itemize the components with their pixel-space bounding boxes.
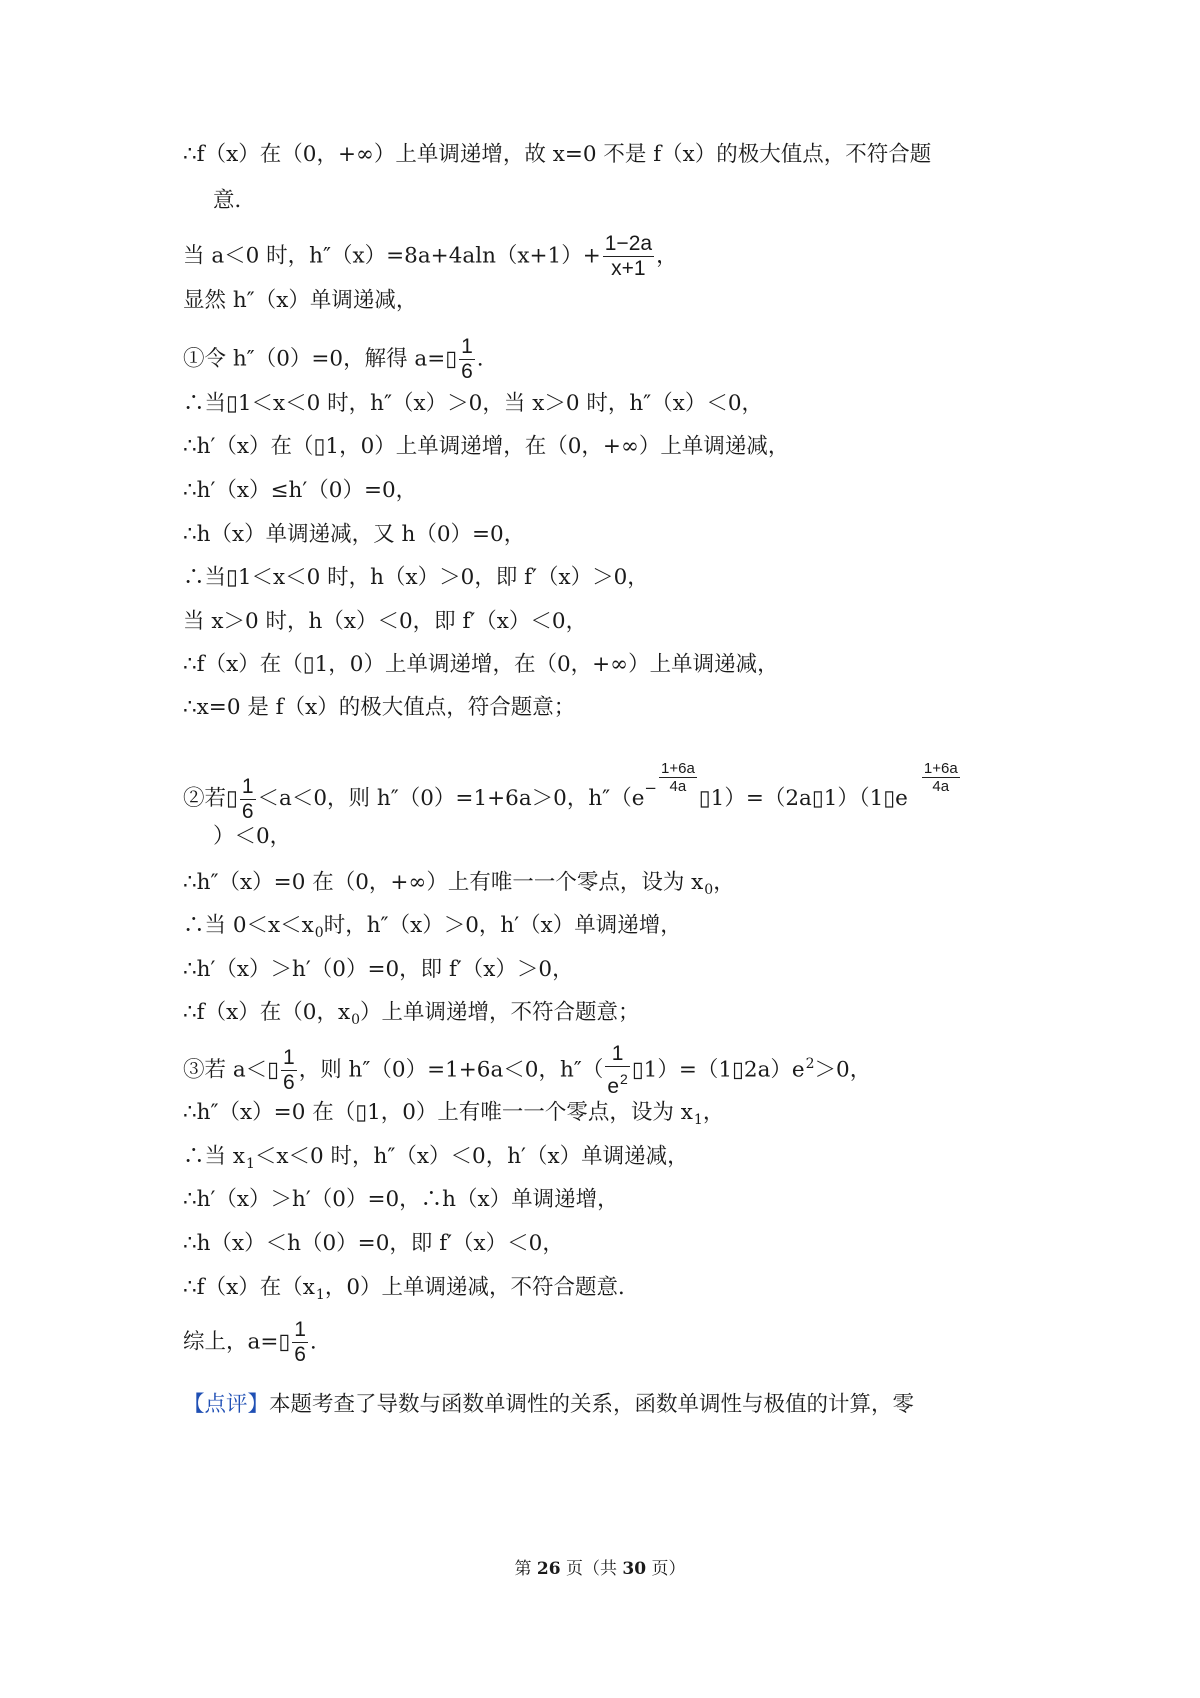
text-segment: ∴h′（x）≤h′（0）=0， xyxy=(183,478,418,503)
missing-glyph: ▯ xyxy=(698,786,711,811)
text-line xyxy=(183,140,1043,170)
text-segment: ∴h（x）单调递减，又 h（0）=0， xyxy=(183,522,526,547)
text-segment: ∴h′（x）在（ xyxy=(183,434,314,459)
text-segment: 4a xyxy=(669,778,687,795)
missing-glyph: ▯ xyxy=(302,652,315,677)
text-segment: 当 a＜0 时，h″（x）=8a+4aln（x+1）+ xyxy=(183,243,601,269)
missing-glyph: ▯ xyxy=(883,786,896,811)
page-total: 30 xyxy=(622,1559,647,1579)
text-segment: ∴f（x）在（x xyxy=(183,1275,315,1300)
text-segment: 1 xyxy=(283,1046,295,1069)
text-line xyxy=(183,1185,1043,1215)
text-segment: ， xyxy=(702,1100,725,1125)
text-line xyxy=(183,476,1043,506)
missing-glyph: ▯ xyxy=(226,786,238,811)
review-label: 【点评】 xyxy=(183,1392,270,1417)
text-segment: ）＜0， xyxy=(213,824,292,849)
text-line xyxy=(183,1142,1043,1179)
text-segment: 显然 h″（x）单调递减， xyxy=(183,288,418,313)
text-line xyxy=(183,1042,1043,1099)
text-segment: 1，0）上单调递增，在（0，+∞）上单调递减， xyxy=(325,434,790,459)
text-segment: 1，0）上单调递增，在（0，+∞）上单调递减， xyxy=(314,652,779,677)
text-segment: 时，h″（x）＞0，h′（x）单调递增， xyxy=(323,913,682,938)
text-segment: 1）（1 xyxy=(823,786,884,811)
text-segment: 0 xyxy=(314,925,324,941)
text-line xyxy=(183,868,1043,905)
text-line xyxy=(183,520,1043,550)
text-segment: 0 xyxy=(704,882,714,898)
text-segment: ＞0， xyxy=(814,1057,872,1083)
missing-glyph: ▯ xyxy=(278,1329,291,1355)
text-segment: 1）=（1 xyxy=(643,1057,733,1083)
exponent-fraction xyxy=(659,760,697,795)
text-segment: 1 xyxy=(605,1042,629,1067)
text-segment: 页） xyxy=(646,1559,686,1579)
text-line xyxy=(183,760,1043,824)
text-segment: 1 xyxy=(693,1112,703,1128)
text-segment: 页（共 xyxy=(560,1559,623,1579)
text-segment: 2a）e xyxy=(743,1057,805,1083)
missing-glyph: ▯ xyxy=(267,1057,279,1083)
review-line xyxy=(183,1390,1043,1420)
text-segment: ∴h′（x）＞h′（0）=0，∴h（x）单调递增， xyxy=(183,1187,619,1212)
missing-glyph: ▯ xyxy=(313,434,326,459)
missing-glyph: ▯ xyxy=(732,1057,744,1083)
text-line xyxy=(183,286,1043,316)
text-line xyxy=(183,693,1043,723)
text-line xyxy=(213,186,1073,216)
text-line xyxy=(183,911,1043,948)
text-segment: ，则 h″（0）=1+6a＜0，h″（ xyxy=(298,1057,604,1083)
text-segment: 1 xyxy=(241,774,254,798)
text-segment: ∴f（x）在（ xyxy=(183,652,303,677)
text-segment: 0 xyxy=(351,1012,360,1028)
text-segment: ）上单调递增，不符合题意； xyxy=(360,1000,640,1025)
review-text: 本题考查了导数与函数单调性的关系，函数单调性与极值的计算，零 xyxy=(269,1392,915,1417)
page-number: 26 xyxy=(536,1559,561,1579)
text-segment: ∴f（x）在（0，+∞）上单调递增，故 x=0 不是 f（x）的极大值点，不符合题 xyxy=(183,142,932,167)
text-segment: ∴h″（x）=0 在（0，+∞）上有唯一一个零点，设为 x xyxy=(183,870,704,895)
text-line xyxy=(183,432,1043,462)
fraction xyxy=(281,1046,297,1095)
page-footer xyxy=(0,1554,1200,1579)
text-segment: 1 xyxy=(315,1287,325,1303)
text-segment: ∴h′（x）＞h′（0）=0，即 f′（x）＞0， xyxy=(183,957,574,982)
text-line xyxy=(213,822,1073,852)
text-segment: ＜a＜0，则 h″（0）=1+6a＞0，h″（e xyxy=(257,786,645,811)
text-segment: ∴当 x xyxy=(183,1144,245,1169)
text-line xyxy=(183,650,1043,680)
text-segment: ∴当 xyxy=(183,565,227,590)
text-segment: 1＜x＜0 时，h″（x）＞0，当 x＞0 时，h″（x）＜0， xyxy=(237,391,764,416)
text-segment: e xyxy=(607,1075,620,1098)
missing-glyph: ▯ xyxy=(631,1057,644,1083)
text-line xyxy=(183,1229,1043,1259)
text-line xyxy=(183,1318,1043,1367)
text-segment: 意． xyxy=(213,188,257,213)
text-segment: ②若 xyxy=(183,786,227,811)
text-segment: 6 xyxy=(283,1071,295,1094)
text-segment: ∴h（x）＜h（0）=0，即 f′（x）＜0， xyxy=(183,1231,564,1256)
fraction xyxy=(292,1318,308,1367)
missing-glyph: ▯ xyxy=(445,346,458,372)
text-segment: e xyxy=(895,786,908,811)
text-line xyxy=(183,232,1043,281)
text-segment: 6 xyxy=(294,1343,306,1366)
text-segment: ＜x＜0 时，h″（x）＜0，h′（x）单调递减， xyxy=(254,1144,689,1169)
text-segment: . xyxy=(476,346,484,372)
text-segment: ③若 a＜ xyxy=(183,1057,268,1083)
text-segment: 1 xyxy=(294,1318,306,1341)
missing-glyph: ▯ xyxy=(811,786,824,811)
text-segment: 4a xyxy=(932,778,950,795)
text-segment: ∴当 0＜x＜x xyxy=(183,913,314,938)
text-segment: 当 x＞0 时，h（x）＜0，即 f′（x）＜0， xyxy=(183,609,588,634)
text-segment: − xyxy=(644,779,657,797)
text-segment: 第 xyxy=(514,1559,537,1579)
fraction xyxy=(605,1042,629,1099)
text-segment: . xyxy=(309,1329,317,1355)
text-segment: ，0）上单调递减，不符合题意． xyxy=(324,1275,640,1300)
text-segment: 6 xyxy=(461,360,473,383)
text-segment: 6 xyxy=(241,799,254,823)
text-line xyxy=(183,607,1043,637)
text-line xyxy=(183,1273,1043,1310)
missing-glyph: ▯ xyxy=(355,1100,368,1125)
text-segment: 1+6a xyxy=(661,760,695,777)
fraction xyxy=(603,232,654,281)
text-line xyxy=(183,563,1043,593)
text-segment: 1 xyxy=(461,335,473,358)
text-segment: ， xyxy=(713,870,735,895)
text-segment: ∴h″（x）=0 在（ xyxy=(183,1100,356,1125)
text-segment: 1−2a xyxy=(604,232,653,255)
text-segment: 1 xyxy=(245,1156,255,1172)
text-line xyxy=(183,335,1043,384)
text-segment: 1，0）上有唯一一个零点，设为 x xyxy=(367,1100,693,1125)
text-segment: ①令 h″（0）=0，解得 a= xyxy=(183,346,446,372)
text-line xyxy=(183,1098,1043,1135)
text-line xyxy=(183,389,1043,419)
fraction xyxy=(240,775,256,824)
fraction xyxy=(459,335,475,384)
exponent-fraction xyxy=(922,760,960,795)
text-segment: ∴当 xyxy=(183,391,227,416)
text-segment: 1）=（2a xyxy=(710,786,812,811)
text-line xyxy=(183,998,1043,1035)
text-segment: 1＜x＜0 时，h（x）＞0，即 f′（x）＞0， xyxy=(237,565,649,590)
text-segment: ， xyxy=(656,243,678,269)
text-segment: 2 xyxy=(805,1055,815,1072)
text-segment: 综上，a= xyxy=(183,1329,279,1355)
missing-glyph: ▯ xyxy=(226,565,238,590)
text-segment: ∴x=0 是 f（x）的极大值点，符合题意； xyxy=(183,695,576,720)
text-segment: x+1 xyxy=(611,257,646,280)
text-line xyxy=(183,955,1043,985)
missing-glyph: ▯ xyxy=(226,391,238,416)
text-segment: 2 xyxy=(620,1071,628,1087)
text-segment: 1+6a xyxy=(923,760,958,777)
text-segment: ∴f（x）在（0，x xyxy=(183,1000,351,1025)
